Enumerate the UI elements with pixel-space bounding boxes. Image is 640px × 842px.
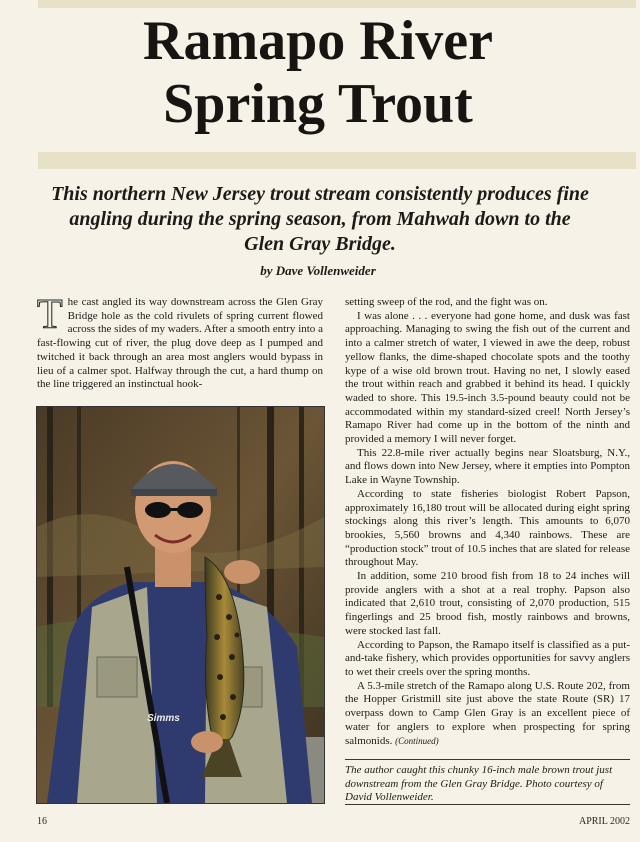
paragraph: According to Papson, the Ramapo itself is classified as a put-and-take fishery, which provides opportunities for savvy anglers to wet their creels over the spring months. — [345, 638, 630, 678]
title-line-2: Spring Trout — [163, 73, 473, 135]
article-deck: This northern New Jersey trout stream consistently produces fine angling during the spring season, from Mahwah down to the Glen Gray Bridge. — [51, 183, 589, 255]
paragraph: According to state fisheries biologist Robert Papson, approximately 16,180 trout will be allocated during eight spring stockings along this river’s length. This amounts to 6,070 brookies, 5,560 browns and 4,340 rainbows. These are “production stock” trout of 10.5 inches that are slated for release throughout May. — [345, 487, 630, 569]
paragraph: A 5.3-mile stretch of the Ramapo along U.S. Route 202, from the Hopper Gristmill site just above the state Route (SR) 17 overpass down to Camp Glen Gray is an excellent piece of water for anglers to explore when prospecting for spring salmonids. (Continued) — [345, 679, 630, 747]
photo-caption: The author caught this chunky 16-inch male brown trout just downstream from the Glen Gray Bridge. Photo courtesy of David Vollenweider. — [345, 764, 613, 803]
paragraph: In addition, some 210 brood fish from 18 to 24 inches will provide anglers with a shot at a real trophy. Papson also indicated that 2,610 trout, consisting of 2,070 production, 515 fingerlings and 25 brood fish, mostly rainbows and browns, were stocked last fall. — [345, 570, 630, 637]
paragraph: The cast angled its way downstream across the Glen Gray Bridge hole as the cold rivulets of spring current flowed across the sides of my waders. After a smooth entry into a fast-flowing cut of river, the plug dove deep as I pumped and twitched it back through an area most anglers would bypass in lieu of a calmer spot. Halfway through the cut, a hard thump on the line triggered an instinctual hook- — [37, 292, 323, 391]
text-column-1 — [37, 292, 323, 392]
issue-date: APRIL 2002 — [578, 816, 630, 827]
drop-cap: T — [37, 292, 63, 338]
text-column-2 — [345, 296, 630, 748]
byline: by Dave Vollenweider — [260, 263, 376, 278]
article-title — [38, 10, 598, 136]
top-color-band — [38, 0, 636, 8]
page-number: 16 — [37, 816, 47, 827]
title-divider-band — [38, 152, 636, 169]
title-line-1: Ramapo River — [143, 10, 493, 72]
caption-rule-bottom — [345, 804, 630, 805]
paragraph: I was alone . . . everyone had gone home, and dusk was fast approaching. Managing to swing the fish out of the current and into a calmer stretch of water, I viewed in awe the deep, robust yellow flanks, the dime-shaped chocolate spots and the toothy kype of a wise old brown trout. Having no net, I slowly eased the trout within reach and grabbed it behind its head. I quickly waded to shore. This 19.5-inch 3.5-pound beauty could not be accommodated within my standard-sized creel! North Jersey’s Ramapo River had come up in the bottom of the ninth and provided a memory I will never forget. — [345, 309, 630, 446]
continued-marker: (Continued) — [395, 735, 439, 746]
paragraph: This 22.8-mile river actually begins near Sloatsburg, N.Y., and flows down into New Jersey, where it empties into Pompton Lake in Wayne Township. — [345, 446, 630, 487]
author-photo — [36, 406, 325, 804]
vest-logo-text: Simms — [147, 713, 180, 724]
paragraph: setting sweep of the rod, and the fight was on. — [345, 296, 548, 308]
caption-rule-top — [345, 759, 630, 760]
